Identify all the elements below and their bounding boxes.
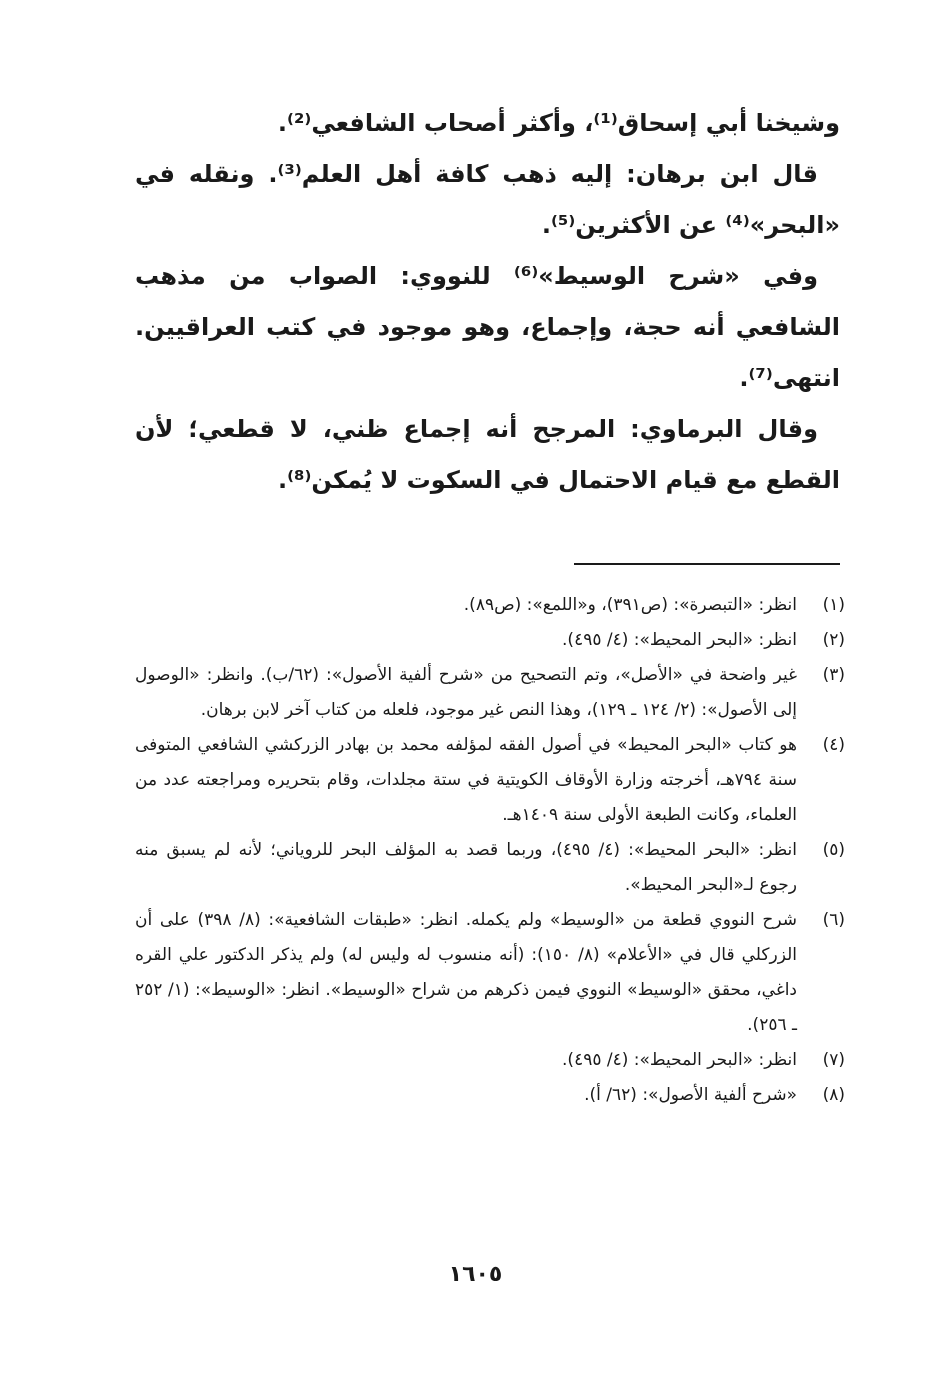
footnote [135, 623, 845, 658]
paragraph: وفي «شرح الوسيط»⁽⁶⁾ للنووي: الصواب من مذهب الشافعي أنه حجة، وإجماع، وهو موجود في كتب العراقيين. انتهى⁽⁷⁾. [135, 262, 840, 392]
main-text [135, 98, 840, 506]
footnote-number: (٣) [822, 665, 845, 685]
footnote-text: غير واضحة في «الأصل»، وتم التصحيح من «شرح ألفية الأصول»: (٦٢/ب). وانظر: «الوصول إلى الأصول»: (٢/ ١٢٤ ـ ١٢٩)، وهذا النص غير موجود، فلعله من كتاب آخر لابن برهان. [135, 665, 797, 720]
footnote [135, 588, 845, 623]
footnote-text: انظر: «البحر المحيط»: (٤/ ٤٩٥)، وربما قصد به المؤلف البحر للروياني؛ لأنه لم يسبق منه رجوع لـ«البحر المحيط». [135, 840, 797, 895]
footnote-number: (٨) [822, 1085, 845, 1105]
page-number: ١٦٠٥ [448, 1262, 503, 1287]
footnote [135, 1043, 845, 1078]
footnote-text: انظر: «البحر المحيط»: (٤/ ٤٩٥). [562, 630, 797, 650]
footnote-text: شرح النووي قطعة من «الوسيط» ولم يكمله. انظر: «طبقات الشافعية»: (٨/ ٣٩٨) على أن الزركلي قال في «الأعلام» (٨/ ١٥٠): (أنه منسوب له وليس له) ولم يذكر الدكتور علي القره داغي، محقق «الوسيط» النووي فيمن ذكرهم من شراح «الوسيط». انظر: «الوسيط»: (١/ ٢٥٢ ـ ٢٥٦). [135, 910, 797, 1035]
footnote-separator [574, 563, 840, 565]
footnote-number: (٥) [822, 840, 845, 860]
footnote [135, 833, 845, 903]
footnote-number: (٧) [822, 1050, 845, 1070]
footnote-number: (٤) [822, 735, 845, 755]
footnote-number: (٢) [822, 630, 845, 650]
footnote [135, 903, 845, 1043]
footnote-number: (٦) [822, 910, 845, 930]
paragraph: وقال البرماوي: المرجح أنه إجماع ظني، لا قطعي؛ لأن القطع مع قيام الاحتمال في السكوت لا يُمكن⁽⁸⁾. [135, 415, 840, 494]
footnotes [135, 588, 845, 1113]
footnote-text: انظر: «التبصرة»: (ص٣٩١)، و«اللمع»: (ص٨٩). [463, 595, 797, 615]
footnote-number: (١) [822, 595, 845, 615]
paragraph: وشيخنا أبي إسحاق⁽¹⁾، وأكثر أصحاب الشافعي⁽²⁾. [277, 109, 840, 137]
footnote [135, 658, 845, 728]
footnote-text: «شرح ألفية الأصول»: (٦٢/ أ). [584, 1085, 797, 1105]
footnote-text: هو كتاب «البحر المحيط» في أصول الفقه لمؤلفه محمد بن بهادر الزركشي الشافعي المتوفى سنة ٧٩٤هـ، أخرجته وزارة الأوقاف الكويتية في ستة مجلدات، وقام بتحريره ومراجعته عدد من العلماء، وكانت الطبعة الأولى سنة ١٤٠٩هـ. [135, 735, 797, 825]
footnote [135, 1078, 845, 1113]
footnote-text: انظر: «البحر المحيط»: (٤/ ٤٩٥). [562, 1050, 797, 1070]
footnote [135, 728, 845, 833]
paragraph: قال ابن برهان: إليه ذهب كافة أهل العلم⁽³⁾. ونقله في «البحر»⁽⁴⁾ عن الأكثرين⁽⁵⁾. [135, 160, 840, 239]
